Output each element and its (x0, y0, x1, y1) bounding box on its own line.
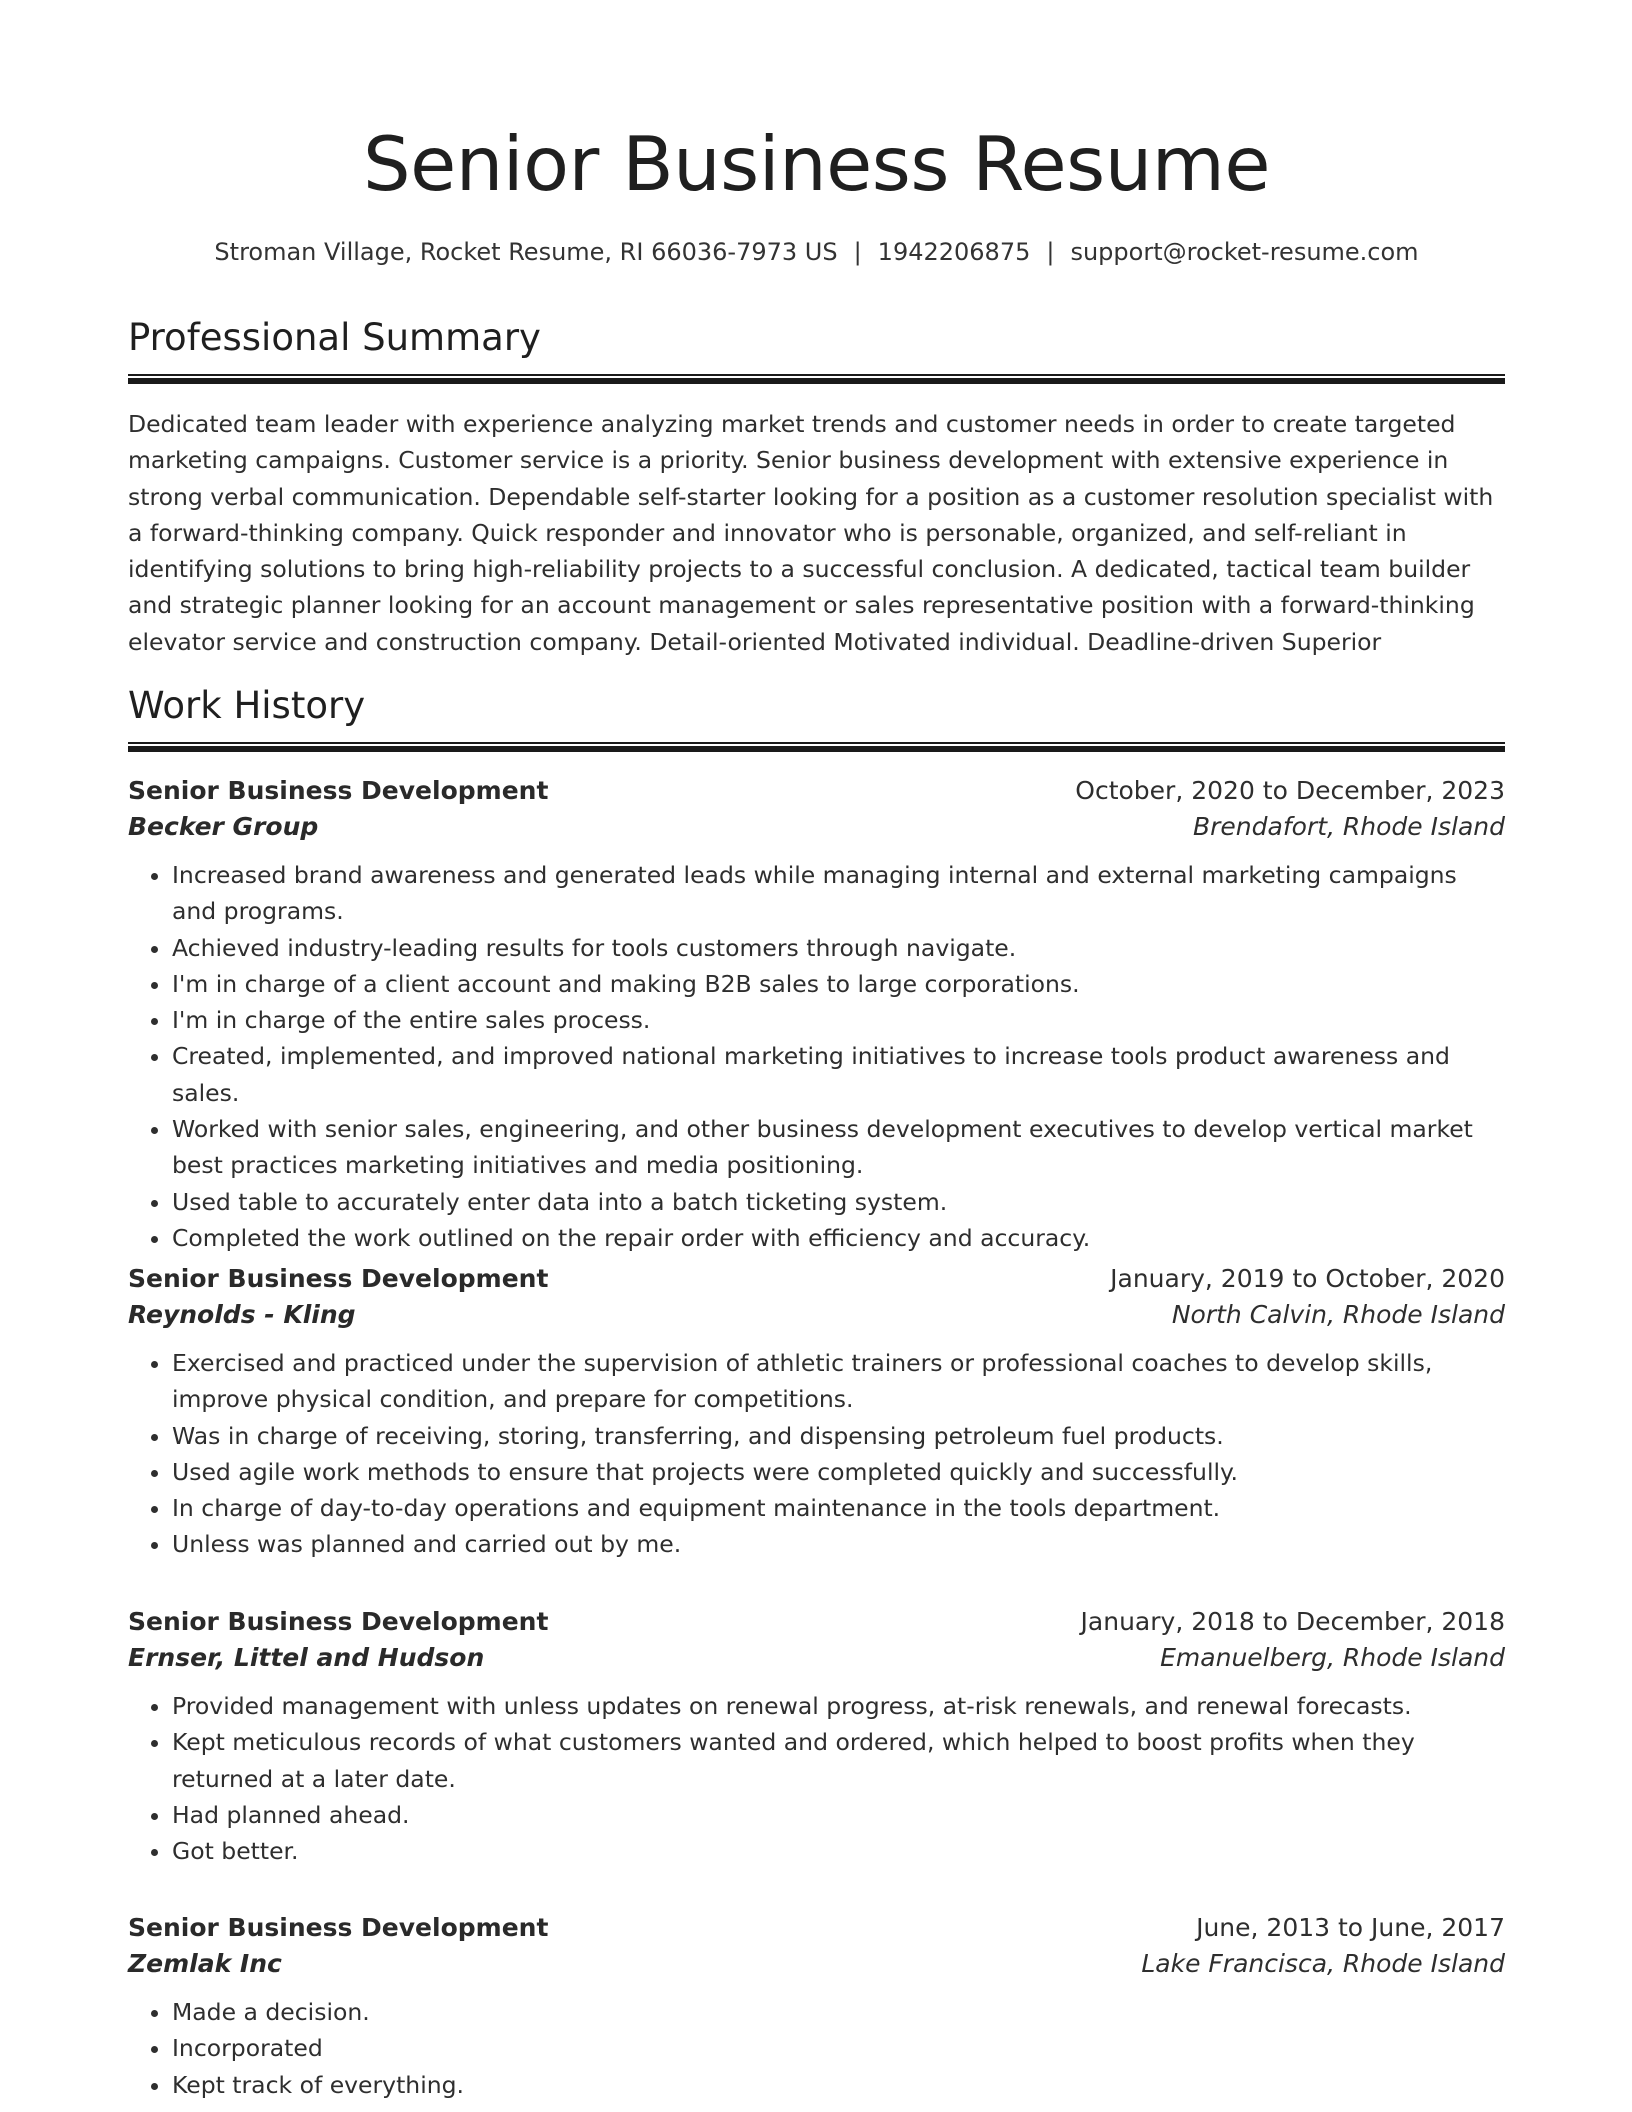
contact-address: Stroman Village, Rocket Resume, RI 66036-7973 US (214, 238, 838, 266)
job-company: Becker Group (128, 812, 319, 841)
job-location: Lake Francisca, Rhode Island (1141, 1949, 1505, 1978)
job-bullet: • Increased brand awareness and generated leads while managing internal and external marketing campaigns and programs. (172, 857, 1505, 930)
job-bullet: • Kept track of everything. (172, 2067, 1505, 2103)
job-bullet: • Was in charge of receiving, storing, transferring, and dispensing petroleum fuel products. (172, 1418, 1505, 1454)
summary-text: Dedicated team leader with experience analyzing market trends and customer needs in order to create targeted marketing campaigns. Customer service is a priority. Senior business development with extensive experience in strong verbal communication. Dependable self-starter looking for a position as a customer resolution specialist with a forward-thinking company. Quick responder and innovator who is personable, organized, and self-reliant in identifying solutions to bring high-reliability projects to a successful conclusion. A dedicated, tactical team builder and strategic planner looking for an account management or sales representative position with a forward-thinking elevator service and construction company. Detail-oriented Motivated individual. Deadline-driven Superior (128, 410, 1494, 656)
job-bullet: • Got better. (172, 1833, 1505, 1869)
job-location: Emanuelberg, Rhode Island (1160, 1643, 1505, 1672)
job-bullets (128, 1345, 1505, 1563)
job-header-row (128, 1264, 1505, 1293)
job-bullet: • Incorporated (172, 2030, 1505, 2066)
job-title: Senior Business Development (128, 1913, 549, 1942)
job-header-row (128, 1913, 1505, 1942)
work-divider (128, 742, 1505, 752)
job-bullet: • Achieved industry-leading results for tools customers through navigate. (172, 930, 1505, 966)
job-bullet: • Worked with senior sales, engineering, and other business development executives to develop vertical market best practices marketing initiatives and media positioning. (172, 1111, 1505, 1184)
job-title: Senior Business Development (128, 1607, 549, 1636)
job-location: Brendafort, Rhode Island (1193, 812, 1505, 841)
summary-divider (128, 374, 1505, 384)
job-bullet: • Provided management with unless updates on renewal progress, at-risk renewals, and renewal forecasts. (172, 1688, 1505, 1724)
contact-line (128, 238, 1505, 266)
job-company: Ernser, Littel and Hudson (128, 1643, 485, 1672)
job-subheader-row (128, 1949, 1505, 1978)
summary-section-header (128, 316, 1505, 359)
summary-heading: Professional Summary (128, 316, 541, 359)
job-entry (128, 776, 1505, 1256)
job-bullet: • I'm in charge of a client account and making B2B sales to large corporations. (172, 966, 1505, 1002)
job-company: Reynolds - Kling (128, 1300, 356, 1329)
contact-separator: | (1046, 238, 1055, 266)
job-subheader-row (128, 1300, 1505, 1329)
job-bullets (128, 857, 1505, 1256)
job-dates: June, 2013 to June, 2017 (1196, 1913, 1505, 1942)
job-bullet: • Had planned ahead. (172, 1797, 1505, 1833)
job-bullet: • I'm in charge of the entire sales process. (172, 1002, 1505, 1038)
job-dates: January, 2019 to October, 2020 (1110, 1264, 1505, 1293)
job-company: Zemlak Inc (128, 1949, 282, 1978)
job-dates: January, 2018 to December, 2018 (1080, 1607, 1505, 1636)
job-bullet: • Created, implemented, and improved national marketing initiatives to increase tools product awareness and sales. (172, 1038, 1505, 1111)
job-header-row (128, 1607, 1505, 1636)
job-bullet: • Used table to accurately enter data into a batch ticketing system. (172, 1184, 1505, 1220)
resume-title: Senior Business Resume (363, 120, 1270, 208)
job-bullet: • In charge of day-to-day operations and equipment maintenance in the tools department. (172, 1490, 1505, 1526)
job-entry (128, 1607, 1505, 1869)
job-entry (128, 1913, 1505, 2103)
job-title: Senior Business Development (128, 776, 549, 805)
job-header-row (128, 776, 1505, 805)
job-bullet: • Completed the work outlined on the repair order with efficiency and accuracy. (172, 1220, 1505, 1256)
job-location: North Calvin, Rhode Island (1171, 1300, 1505, 1329)
contact-email: support@rocket-resume.com (1070, 238, 1419, 266)
work-heading: Work History (128, 684, 366, 727)
contact-separator: | (853, 238, 862, 266)
job-bullets (128, 1688, 1505, 1869)
job-bullet: • Made a decision. (172, 1994, 1505, 2030)
job-entry (128, 1264, 1505, 1563)
job-bullet: • Unless was planned and carried out by me. (172, 1526, 1505, 1562)
job-bullets (128, 1994, 1505, 2103)
job-bullet: • Kept meticulous records of what customers wanted and ordered, which helped to boost profits when they returned at a later date. (172, 1724, 1505, 1797)
job-dates: October, 2020 to December, 2023 (1075, 776, 1505, 805)
job-bullet: • Exercised and practiced under the supervision of athletic trainers or professional coaches to develop skills, improve physical condition, and prepare for competitions. (172, 1345, 1505, 1418)
contact-phone: 1942206875 (877, 238, 1031, 266)
work-section-header (128, 684, 1505, 727)
job-title: Senior Business Development (128, 1264, 549, 1293)
job-bullet: • Used agile work methods to ensure that projects were completed quickly and successfully. (172, 1454, 1505, 1490)
job-subheader-row (128, 812, 1505, 841)
job-subheader-row (128, 1643, 1505, 1672)
